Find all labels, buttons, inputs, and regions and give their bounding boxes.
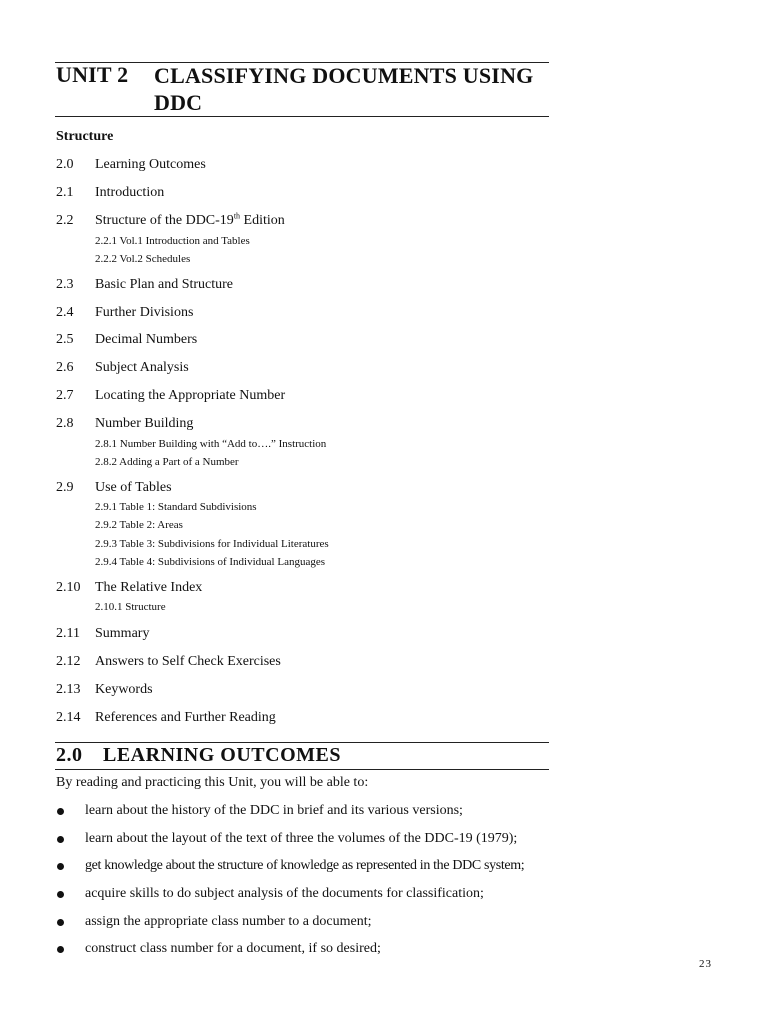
bullet-icon	[57, 863, 64, 870]
toc-item-2-1	[56, 185, 164, 201]
toc-number: 2.14	[56, 710, 81, 725]
bullet-text: learn about the layout of the text of three the volumes of the DDC-19 (1979);	[85, 831, 518, 846]
toc-subitem-2-9-2: 2.9.2 Table 2: Areas	[95, 519, 183, 531]
toc-item-2-2	[56, 213, 285, 229]
unit-title	[154, 62, 554, 116]
bullet-text: construct class number for a document, if so desired;	[85, 941, 381, 956]
toc-number: 2.6	[56, 360, 74, 375]
bullet-text: assign the appropriate class number to a document;	[85, 914, 372, 929]
toc-number: 2.3	[56, 277, 74, 292]
toc-label: Decimal Numbers	[95, 332, 198, 347]
toc-label-part: Structure of the DDC-19	[95, 213, 234, 228]
toc-number: 2.0	[56, 157, 74, 172]
toc-label-part: Edition	[240, 213, 285, 228]
toc-label-superscript: th	[233, 211, 241, 221]
toc-label: Number Building	[95, 416, 194, 431]
toc-number: 2.7	[56, 388, 74, 403]
toc-item-2-7	[56, 388, 285, 404]
toc-number: 2.10	[56, 580, 81, 595]
toc-number: 2.11	[56, 626, 80, 641]
toc-label: Further Divisions	[95, 305, 194, 320]
toc-item-2-3	[56, 277, 233, 293]
toc-label: Summary	[95, 626, 150, 641]
title-bottom-rule	[55, 116, 549, 117]
bullet-icon	[57, 891, 64, 898]
toc-item-2-13	[56, 682, 153, 698]
toc-label: Learning Outcomes	[95, 157, 206, 172]
toc-subitem-2-9-3: 2.9.3 Table 3: Subdivisions for Individual Literatures	[95, 538, 329, 550]
toc-subitem-2-2-2: 2.2.2 Vol.2 Schedules	[95, 253, 191, 265]
bullet-text: acquire skills to do subject analysis of the documents for classification;	[85, 886, 484, 901]
toc-number: 2.4	[56, 305, 74, 320]
toc-subitem-2-8-1: 2.8.1 Number Building with “Add to….” Instruction	[95, 438, 327, 450]
toc-number: 2.8	[56, 416, 74, 431]
toc-label: The Relative Index	[95, 580, 203, 595]
toc-label: Answers to Self Check Exercises	[95, 654, 281, 669]
toc-item-2-14	[56, 710, 276, 726]
toc-label: Locating the Appropriate Number	[95, 388, 286, 403]
unit-title-line-1: CLASSIFYING DOCUMENTS USING	[154, 63, 534, 88]
toc-item-2-11	[56, 626, 149, 642]
toc-number: 2.9	[56, 480, 74, 495]
toc-item-2-5	[56, 332, 197, 348]
toc-item-2-12	[56, 654, 281, 670]
toc-label	[95, 213, 285, 228]
toc-number: 2.13	[56, 682, 81, 697]
toc-label: Subject Analysis	[95, 360, 189, 375]
bullet-text: get knowledge about the structure of knowledge as represented in the DDC system;	[85, 858, 525, 873]
structure-heading: Structure	[56, 129, 114, 144]
toc-subitem-2-8-2: 2.8.2 Adding a Part of a Number	[95, 456, 239, 468]
toc-label: Introduction	[95, 185, 165, 200]
toc-label: Use of Tables	[95, 480, 172, 495]
section-top-rule	[55, 742, 549, 743]
toc-subitem-2-10-1: 2.10.1 Structure	[95, 601, 166, 613]
toc-number: 2.12	[56, 654, 81, 669]
section-number: 2.0	[56, 744, 83, 766]
bullet-icon	[57, 919, 64, 926]
toc-label: Keywords	[95, 682, 153, 697]
toc-subitem-2-9-1: 2.9.1 Table 1: Standard Subdivisions	[95, 501, 257, 513]
section-heading	[56, 744, 341, 767]
toc-item-2-8	[56, 416, 193, 432]
bullet-icon	[57, 836, 64, 843]
toc-label: References and Further Reading	[95, 710, 276, 725]
section-title: LEARNING OUTCOMES	[103, 744, 341, 766]
bullet-icon	[57, 808, 64, 815]
unit-label: UNIT 2	[56, 62, 129, 87]
section-intro: By reading and practicing this Unit, you will be able to:	[56, 775, 369, 790]
bullet-icon	[57, 946, 64, 953]
section-bottom-rule	[55, 769, 549, 770]
toc-item-2-0	[56, 157, 206, 173]
toc-number: 2.5	[56, 332, 74, 347]
toc-subitem-2-9-4: 2.9.4 Table 4: Subdivisions of Individual Languages	[95, 556, 326, 568]
unit-title-line-2: DDC	[154, 90, 203, 115]
toc-item-2-6	[56, 360, 189, 376]
toc-item-2-10	[56, 580, 202, 596]
toc-number: 2.2	[56, 213, 74, 228]
toc-item-2-9	[56, 480, 172, 496]
toc-subitem-2-2-1: 2.2.1 Vol.1 Introduction and Tables	[95, 235, 250, 247]
toc-label: Basic Plan and Structure	[95, 277, 234, 292]
bullet-text: learn about the history of the DDC in brief and its various versions;	[85, 803, 463, 818]
toc-item-2-4	[56, 305, 193, 321]
toc-number: 2.1	[56, 185, 74, 200]
page-number: 23	[699, 958, 712, 970]
